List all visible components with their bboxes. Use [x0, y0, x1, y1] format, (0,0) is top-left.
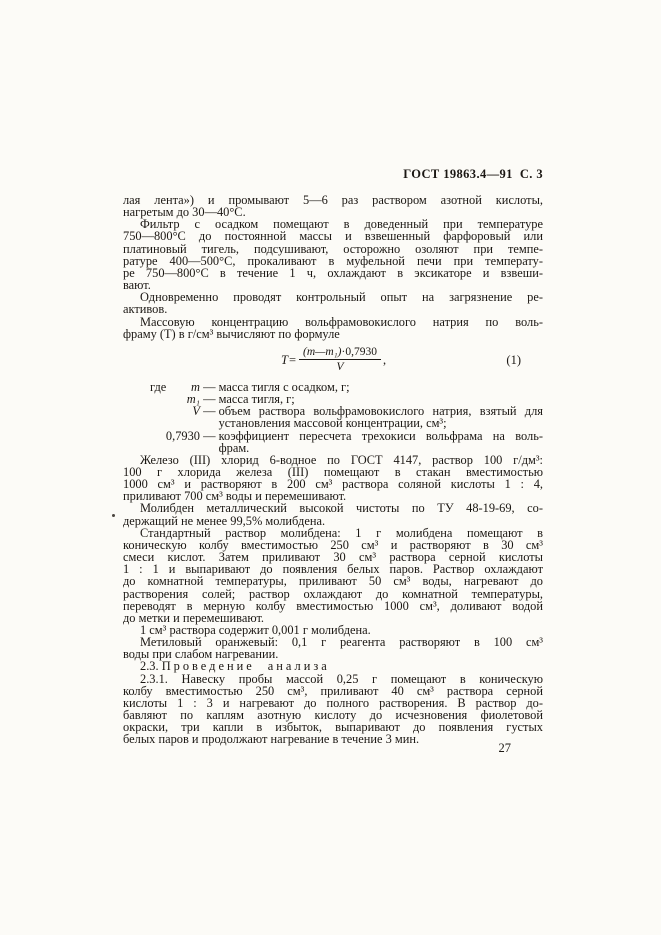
document-header-reference: ГОСТ 19863.4—91 С. 3 — [403, 167, 543, 181]
text-line: смеси кислот. Затем приливают 30 см³ раствора серной кислоты — [123, 550, 543, 565]
numerator — [299, 346, 381, 361]
fraction — [299, 346, 381, 374]
text-line: масса тигля, г; — [218, 392, 295, 407]
text-line: платиновый тигель, подсушивают, осторожно озоляют при темпе- — [123, 241, 543, 256]
text-line: окраски, три капли в избыток, выпаривают до появления густых — [123, 720, 543, 735]
paragraph — [123, 527, 543, 624]
text-line: установления массовой концентрации, см³; — [218, 416, 447, 431]
text-line: бавляют по каплям азотную кислоту до исчезновения фиолетовой — [123, 708, 543, 723]
text-line: нагретым до 30—40°С. — [123, 205, 246, 220]
formula-lhs: T — [281, 352, 288, 367]
text-line: коническую колбу вместимостью 250 см³ и растворяют в 30 см³ — [123, 537, 543, 552]
text-line: объем раствора вольфрамовокислого натрия, взятый для — [218, 404, 543, 419]
term-symbol: V — [192, 404, 200, 419]
scan-artifact-dot — [112, 514, 115, 517]
paragraph — [123, 673, 543, 746]
text-line: Одновременно проводят контрольный опыт на загрязнение ре- — [140, 290, 543, 305]
text-line: ратуре 400—500°С, прокаливают в муфельной печи при температу- — [123, 253, 543, 268]
definition-intro: где — [150, 379, 167, 394]
text-line: Стандартный раствор молибдена: 1 г молибдена помещают в — [140, 525, 543, 540]
paragraph — [123, 218, 543, 291]
page-number: 27 — [498, 741, 511, 755]
term-dash: — — [200, 404, 219, 419]
text-line: колбу вместимостью 250 см³, приливают 40 см³ раствора серной — [123, 683, 543, 698]
document-body — [123, 194, 543, 746]
formula-comma: , — [382, 352, 387, 367]
term-dash: — — [200, 392, 219, 407]
paragraph — [123, 454, 543, 503]
text-line: фрам. — [218, 440, 250, 455]
numerator-coefficient: ·0,7930 — [341, 345, 377, 358]
text-line: лая лента») и промывают 5—6 раз раствором азотной кислоты, — [123, 193, 543, 207]
equation-number: (1) — [506, 352, 521, 367]
text-line: 2.3.1. Навеску пробы массой 0,25 г помещают в коническую — [140, 671, 543, 686]
definition-term — [123, 393, 200, 405]
paragraph — [123, 502, 543, 526]
text-line: 1000 см³ и растворяют в 200 см³ раствора соляной кислоты 1 : 4, — [123, 477, 543, 492]
text-line: Железо (III) хлорид 6-водное по ГОСТ 4147, раствор 100 г/дм³: — [140, 452, 543, 467]
text-line: фраму (Т) в г/см³ вычисляют по формуле — [123, 326, 340, 341]
text-line: растворения солей; раствор охлаждают до комнатной температуры, — [123, 586, 543, 601]
text-line: вают. — [123, 278, 151, 293]
text-line: до метки и перемешивают. — [123, 610, 265, 625]
text-line: коэффициент пересчета трехокиси вольфрама на воль- — [218, 428, 543, 443]
text-line: до комнатной температуры, приливают 50 см³ воды, нагревают до — [123, 574, 543, 589]
equals-sign: = — [288, 352, 297, 367]
paragraph — [123, 291, 543, 315]
definition-description — [219, 405, 543, 429]
definition-item — [123, 430, 543, 454]
text-line: держащий не менее 99,5% молибдена. — [123, 513, 326, 528]
text-line: ре 750—800°С в течение 1 ч, охлаждают в эксикаторе и взвеши- — [123, 265, 543, 280]
text-line: Молибден металлический высокой чистоты по ТУ 48-19-69, со- — [140, 501, 543, 516]
paragraph — [123, 316, 543, 340]
text-line: активов. — [123, 302, 168, 317]
text-line: 1 см³ раствора содержит 0,001 г молибдена. — [140, 623, 371, 637]
formula — [281, 346, 543, 374]
text-line: приливают 700 см³ воды и перемешивают. — [123, 489, 347, 504]
paragraph — [123, 636, 543, 660]
text-line: Фильтр с осадком помещают в доведенный при температуре — [140, 217, 543, 232]
text-line: переводят в мерную колбу вместимостью 1000 см³, доливают водой — [123, 598, 543, 613]
section-heading — [123, 660, 543, 672]
term-symbol: m₁ — [186, 392, 200, 407]
text-line: 1 : 1 и выпаривают до появления белых паров. Раствор охлаждают — [123, 562, 543, 577]
definition-term — [123, 430, 200, 454]
heading-number: 2.3. — [140, 659, 162, 674]
text-line: Массовую концентрацию вольфрамовокислого натрия по воль- — [140, 314, 543, 329]
term-symbol: 0,7930 — [165, 428, 200, 443]
text-line: Метиловый оранжевый: 0,1 г реагента растворяют в 100 см³ — [140, 635, 543, 650]
denominator: V — [336, 361, 344, 374]
paragraph — [123, 194, 543, 218]
text-line: белых паров и продолжают нагревание в течение 3 мин. — [123, 732, 420, 747]
text-line: 100 г хлорида железа (III) помещают в стакан вместимостью — [123, 464, 543, 479]
text-line: 750—800°С до постоянной массы и взвешенный фарфоровый или — [123, 229, 543, 244]
definition-description — [219, 430, 543, 454]
definition-term — [123, 405, 200, 429]
numerator-variables: (m—m₁) — [303, 345, 342, 358]
term-dash: — — [200, 379, 219, 394]
text-line: воды при слабом нагревании. — [123, 647, 279, 662]
definition-item — [123, 405, 543, 429]
text-line: масса тигля с осадком, г; — [218, 379, 350, 394]
definition-item — [123, 381, 543, 393]
term-dash: — — [200, 428, 219, 443]
term-symbol: m — [191, 379, 200, 394]
heading-title: Проведение анализа — [161, 659, 330, 674]
text-line: кислоты 1 : 3 и нагревают до полного растворения. В раствор до- — [123, 695, 543, 710]
